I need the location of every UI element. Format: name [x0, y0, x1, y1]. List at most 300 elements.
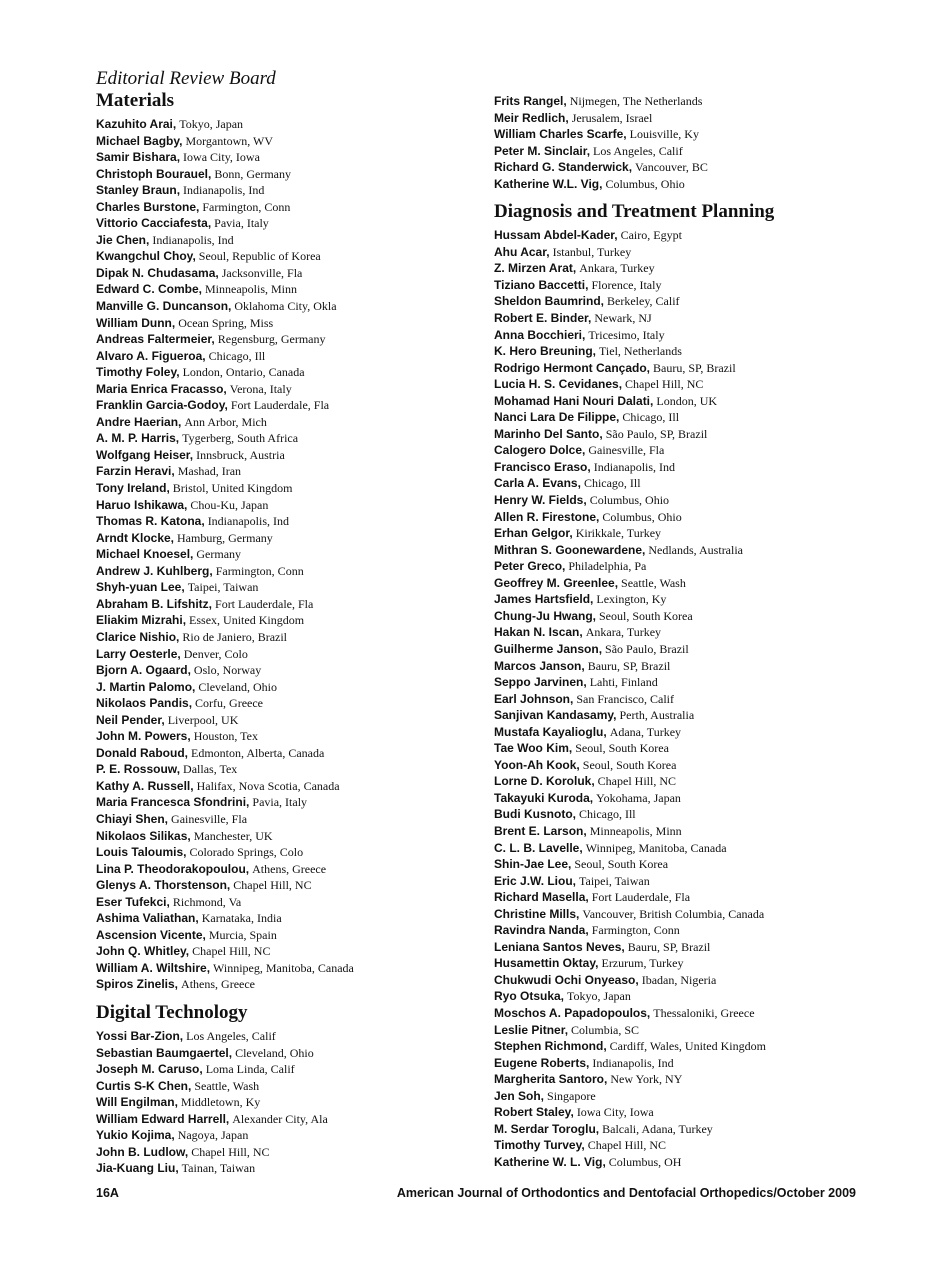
reviewer-entry: [494, 972, 914, 989]
reviewer-name: Yukio Kojima,: [96, 1128, 175, 1143]
reviewer-location: Los Angeles, Calif: [186, 1028, 276, 1043]
reviewer-entry: [96, 182, 476, 199]
reviewer-entry: [494, 988, 914, 1005]
reviewer-entry: [494, 1088, 914, 1105]
board-title: Editorial Review Board: [96, 68, 276, 89]
reviewer-location: Tricesimo, Italy: [588, 327, 665, 342]
section-materials: [96, 90, 476, 993]
reviewer-name: Allen R. Firestone,: [494, 509, 600, 524]
reviewer-location: Pavia, Italy: [214, 216, 269, 231]
reviewer-location: Chapel Hill, NC: [233, 878, 312, 893]
reviewer-name: M. Serdar Toroglu,: [494, 1121, 600, 1136]
reviewer-name: Alvaro A. Figueroa,: [96, 348, 206, 363]
reviewer-name: P. E. Rossouw,: [96, 762, 181, 777]
reviewer-entry: [494, 873, 914, 890]
reviewer-name: Ravindra Nanda,: [494, 923, 589, 938]
reviewer-entry: [96, 877, 476, 894]
reviewer-entry: [494, 624, 914, 641]
reviewer-entry: [494, 409, 914, 426]
reviewer-name: Shyh-yuan Lee,: [96, 580, 185, 595]
reviewer-location: São Paulo, Brazil: [605, 641, 689, 656]
reviewer-entry: [494, 889, 914, 906]
reviewer-name: Shin-Jae Lee,: [494, 857, 572, 872]
reviewer-entry: [96, 761, 476, 778]
reviewer-entry: [96, 265, 476, 282]
reviewer-entry: [494, 922, 914, 939]
reviewer-name: Manville G. Duncanson,: [96, 299, 232, 314]
reviewer-entry: [96, 1144, 476, 1161]
reviewer-entry: [494, 955, 914, 972]
reviewer-name: Anna Bocchieri,: [494, 327, 586, 342]
reviewer-entry: [494, 1121, 914, 1138]
reviewer-location: Bristol, United Kingdom: [172, 481, 293, 496]
reviewer-name: Mohamad Hani Nouri Dalati,: [494, 393, 654, 408]
reviewer-name: Arndt Klocke,: [96, 530, 175, 545]
reviewer-location: Athens, Greece: [181, 977, 255, 992]
reviewer-name: Donald Raboud,: [96, 745, 188, 760]
reviewer-location: Columbus, Ohio: [602, 509, 682, 524]
reviewer-name: Haruo Ishikawa,: [96, 497, 188, 512]
reviewer-location: Fort Lauderdale, Fla: [591, 890, 691, 905]
reviewer-entry: [96, 662, 476, 679]
reviewer-location: Columbus, Ohio: [605, 176, 685, 191]
reviewer-location: San Francisco, Calif: [576, 691, 675, 706]
reviewer-entry: [494, 360, 914, 377]
reviewer-entry: [96, 298, 476, 315]
reviewer-location: Iowa City, Iowa: [576, 1105, 654, 1120]
reviewer-entry: [96, 794, 476, 811]
reviewer-entry: [96, 778, 476, 795]
reviewer-entry: [494, 674, 914, 691]
reviewer-entry: [96, 596, 476, 613]
reviewer-name: Jia-Kuang Liu,: [96, 1161, 179, 1176]
reviewer-entry: [96, 1127, 476, 1144]
reviewer-entry: [96, 612, 476, 629]
reviewer-location: Seoul, South Korea: [575, 741, 669, 756]
reviewer-entry: [96, 894, 476, 911]
section-title: Diagnosis and Treatment Planning: [494, 201, 775, 223]
reviewer-name: Andre Haerian,: [96, 414, 182, 429]
reviewer-entry: [494, 575, 914, 592]
reviewer-name: Robert Staley,: [494, 1105, 574, 1120]
reviewer-name: John B. Ludlow,: [96, 1144, 189, 1159]
reviewer-name: Tae Woo Kim,: [494, 741, 573, 756]
reviewer-entry: [494, 707, 914, 724]
reviewer-entry: [96, 315, 476, 332]
reviewer-entry: [494, 159, 914, 176]
reviewer-entry: [96, 463, 476, 480]
reviewer-name: Will Engilman,: [96, 1095, 178, 1110]
reviewer-name: Vittorio Cacciafesta,: [96, 216, 212, 231]
reviewer-entry: [96, 116, 476, 133]
reviewer-name: Meir Redlich,: [494, 110, 569, 125]
section-diagnosis-and-treatment-planning: [494, 201, 914, 1170]
reviewer-entry: [96, 149, 476, 166]
reviewer-name: Nikolaos Silikas,: [96, 828, 191, 843]
reviewer-entry: [96, 480, 476, 497]
reviewer-entry: [96, 695, 476, 712]
section-digital-technology: [96, 1002, 476, 1177]
reviewer-name: John Q. Whitley,: [96, 944, 190, 959]
reviewer-location: Indianapolis, Ind: [592, 1055, 674, 1070]
reviewer-location: Halifax, Nova Scotia, Canada: [196, 778, 340, 793]
reviewer-name: Frits Rangel,: [494, 94, 567, 108]
reviewer-entry: [494, 790, 914, 807]
section-continued: [494, 93, 914, 192]
reviewer-entry: [494, 906, 914, 923]
reviewer-location: Chicago, Ill: [583, 476, 641, 491]
reviewer-name: A. M. P. Harris,: [96, 431, 180, 446]
reviewer-location: Seattle, Wash: [621, 575, 686, 590]
reviewer-entry: [96, 1094, 476, 1111]
reviewer-name: Wolfgang Heiser,: [96, 447, 194, 462]
reviewer-name: Curtis S-K Chen,: [96, 1078, 192, 1093]
reviewer-name: Peter M. Sinclair,: [494, 143, 591, 158]
reviewer-entry: [96, 844, 476, 861]
reviewer-name: Hussam Abdel-Kader,: [494, 228, 618, 243]
reviewer-name: Chung-Ju Hwang,: [494, 608, 596, 623]
reviewer-name: John M. Powers,: [96, 729, 191, 744]
reviewer-name: Katherine W.L. Vig,: [494, 176, 603, 191]
reviewer-location: Ankara, Turkey: [579, 261, 655, 276]
reviewer-entry: [494, 641, 914, 658]
right-sections: [494, 93, 914, 1170]
reviewer-entry: [494, 492, 914, 509]
reviewer-name: Neil Pender,: [96, 712, 165, 727]
reviewer-entry: [96, 828, 476, 845]
reviewer-entry: [494, 509, 914, 526]
reviewer-entry: [494, 277, 914, 294]
reviewer-name: William Edward Harrell,: [96, 1111, 230, 1126]
reviewer-name: Chiayi Shen,: [96, 811, 169, 826]
reviewer-location: Bauru, SP, Brazil: [587, 658, 671, 673]
reviewer-entry: [494, 442, 914, 459]
reviewer-entry: [494, 1154, 914, 1171]
reviewer-entry: [96, 1160, 476, 1177]
reviewer-location: Nijmegen, The Netherlands: [569, 94, 703, 108]
reviewer-location: Berkeley, Calif: [607, 294, 680, 309]
reviewer-location: Regensburg, Germany: [217, 332, 326, 347]
reviewer-name: Erhan Gelgor,: [494, 526, 573, 541]
reviewer-location: Chapel Hill, NC: [625, 377, 704, 392]
reviewer-entry: [96, 712, 476, 729]
reviewer-location: Farmington, Conn: [591, 923, 680, 938]
reviewer-name: Sanjivan Kandasamy,: [494, 708, 617, 723]
left-sections: [96, 90, 476, 1177]
reviewer-entry: [96, 281, 476, 298]
reviewer-location: Gainesville, Fla: [171, 811, 248, 826]
reviewer-location: Bonn, Germany: [214, 166, 291, 181]
reviewer-name: Franklin Garcia-Godoy,: [96, 398, 228, 413]
reviewer-location: Ankara, Turkey: [585, 625, 662, 640]
reviewer-name: Michael Knoesel,: [96, 547, 194, 562]
reviewer-entry: [96, 1061, 476, 1078]
reviewer-name: Jie Chen,: [96, 232, 150, 247]
reviewer-entry: [494, 293, 914, 310]
reviewer-location: Columbus, Ohio: [589, 493, 670, 508]
right-column: [494, 93, 914, 1179]
reviewer-entry: [494, 1005, 914, 1022]
reviewer-location: Ibadan, Nigeria: [641, 972, 717, 987]
reviewer-entry: [494, 773, 914, 790]
reviewer-entry: [96, 976, 476, 993]
reviewer-location: Tainan, Taiwan: [181, 1161, 256, 1176]
reviewer-entry: [494, 823, 914, 840]
reviewer-name: Nikolaos Pandis,: [96, 696, 193, 711]
reviewer-location: London, Ontario, Canada: [182, 365, 305, 380]
reviewer-location: Ocean Spring, Miss: [178, 315, 274, 330]
reviewer-name: William A. Wiltshire,: [96, 960, 211, 975]
reviewer-entry: [494, 260, 914, 277]
reviewer-entry: [96, 579, 476, 596]
reviewer-entry: [494, 475, 914, 492]
reviewer-location: Liverpool, UK: [167, 712, 239, 727]
reviewer-name: Thomas R. Katona,: [96, 514, 205, 529]
reviewer-name: Peter Greco,: [494, 559, 566, 574]
reviewer-name: Andreas Faltermeier,: [96, 332, 215, 347]
reviewer-name: Marinho Del Santo,: [494, 426, 603, 441]
reviewer-entry: [494, 1022, 914, 1039]
reviewer-name: Eliakim Mizrahi,: [96, 613, 187, 628]
reviewer-name: Guilherme Janson,: [494, 641, 603, 656]
reviewer-entry: [494, 176, 914, 193]
reviewer-name: Samir Bishara,: [96, 150, 181, 165]
reviewer-entry: [494, 724, 914, 741]
reviewer-name: Kathy A. Russell,: [96, 778, 194, 793]
reviewer-location: Winnipeg, Manitoba, Canada: [213, 960, 354, 975]
reviewer-name: Husamettin Oktay,: [494, 956, 599, 971]
reviewer-name: Tony Ireland,: [96, 481, 170, 496]
reviewer-name: Timothy Foley,: [96, 365, 180, 380]
reviewer-name: Spiros Zinelis,: [96, 977, 179, 992]
reviewer-location: Seattle, Wash: [194, 1078, 260, 1093]
reviewer-entry: [96, 348, 476, 365]
reviewer-location: Nagoya, Japan: [177, 1128, 249, 1143]
reviewer-location: Farmington, Conn: [215, 563, 304, 578]
reviewer-name: Takayuki Kuroda,: [494, 790, 594, 805]
reviewer-name: Richard Masella,: [494, 890, 589, 905]
reviewer-location: Indianapolis, Ind: [593, 459, 676, 474]
reviewer-location: Taipei, Taiwan: [579, 873, 650, 888]
reviewer-entry: [96, 960, 476, 977]
reviewer-name: Tiziano Baccetti,: [494, 277, 589, 292]
reviewer-name: Christoph Bourauel,: [96, 166, 212, 181]
reviewer-entry: [96, 331, 476, 348]
reviewer-name: C. L. B. Lavelle,: [494, 840, 583, 855]
reviewer-name: Marcos Janson,: [494, 658, 585, 673]
reviewer-entry: [96, 430, 476, 447]
reviewer-name: Stephen Richmond,: [494, 1039, 607, 1054]
reviewer-entry: [494, 525, 914, 542]
reviewer-name: Christine Mills,: [494, 906, 580, 921]
reviewer-entry: [96, 679, 476, 696]
reviewer-entry: [96, 811, 476, 828]
reviewer-location: Louisville, Ky: [629, 127, 699, 142]
reviewer-name: Kwangchul Choy,: [96, 249, 196, 264]
reviewer-location: Edmonton, Alberta, Canada: [191, 745, 325, 760]
reviewer-location: Karnataka, India: [201, 911, 282, 926]
reviewer-location: Columbia, SC: [571, 1022, 640, 1037]
reviewer-entry: [96, 414, 476, 431]
left-column: [96, 68, 476, 1186]
reviewer-location: Vancouver, BC: [635, 160, 708, 175]
reviewer-name: Michael Bagby,: [96, 133, 183, 148]
reviewer-location: Lahti, Finland: [589, 675, 658, 690]
reviewer-location: Colorado Springs, Colo: [189, 845, 304, 860]
reviewer-location: Murcia, Spain: [208, 927, 277, 942]
reviewer-location: Seoul, Republic of Korea: [198, 249, 321, 264]
reviewer-entry: [494, 740, 914, 757]
reviewer-name: James Hartsfield,: [494, 592, 594, 607]
reviewer-location: Gainesville, Fla: [588, 443, 665, 458]
reviewer-location: Seoul, South Korea: [574, 857, 669, 872]
reviewer-name: Earl Johnson,: [494, 691, 574, 706]
reviewer-entry: [96, 497, 476, 514]
reviewer-entry: [494, 558, 914, 575]
reviewer-location: Richmond, Va: [172, 894, 242, 909]
reviewer-entry: [494, 1071, 914, 1088]
reviewer-entry: [96, 1028, 476, 1045]
reviewer-name: Seppo Jarvinen,: [494, 675, 587, 690]
reviewer-location: Indianapolis, Ind: [152, 232, 234, 247]
reviewer-location: Singapore: [547, 1088, 596, 1103]
reviewer-entry: [96, 248, 476, 265]
reviewer-name: Sheldon Baumrind,: [494, 294, 605, 309]
reviewer-name: Ascension Vicente,: [96, 927, 206, 942]
reviewer-name: Leniana Santos Neves,: [494, 939, 625, 954]
reviewer-name: Jen Soh,: [494, 1088, 545, 1103]
reviewer-location: Cleveland, Ohio: [198, 679, 278, 694]
reviewer-entry: [494, 591, 914, 608]
reviewer-name: Yoon-Ah Kook,: [494, 757, 580, 772]
reviewer-entry: [494, 939, 914, 956]
reviewer-name: Clarice Nishio,: [96, 629, 180, 644]
reviewer-name: Dipak N. Chudasama,: [96, 265, 219, 280]
reviewer-name: Louis Taloumis,: [96, 845, 187, 860]
reviewer-location: Tokyo, Japan: [179, 117, 244, 131]
reviewer-name: Budi Kusnoto,: [494, 807, 576, 822]
reviewer-location: Kirikkale, Turkey: [575, 526, 662, 541]
reviewer-location: Manchester, UK: [193, 828, 273, 843]
reviewer-location: Chicago, Ill: [622, 410, 680, 425]
reviewer-name: Charles Burstone,: [96, 199, 200, 214]
reviewer-location: São Paulo, SP, Brazil: [605, 426, 708, 441]
reviewer-entry: [494, 343, 914, 360]
reviewer-location: Houston, Tex: [193, 729, 258, 744]
reviewer-entry: [96, 166, 476, 183]
reviewer-name: Maria Enrica Fracasso,: [96, 381, 227, 396]
reviewer-entry: [494, 426, 914, 443]
reviewer-name: Katherine W. L. Vig,: [494, 1154, 606, 1169]
reviewer-location: Florence, Italy: [591, 277, 662, 292]
reviewer-entry: [96, 1078, 476, 1095]
reviewer-entry: [494, 143, 914, 160]
reviewer-entry: [96, 629, 476, 646]
reviewer-name: Eugene Roberts,: [494, 1055, 590, 1070]
reviewer-name: Calogero Dolce,: [494, 443, 586, 458]
reviewer-name: William Charles Scarfe,: [494, 127, 627, 142]
reviewer-location: Fort Lauderdale, Fla: [230, 398, 330, 413]
reviewer-location: Athens, Greece: [252, 861, 327, 876]
reviewer-name: Geoffrey M. Greenlee,: [494, 575, 619, 590]
reviewer-entry: [96, 397, 476, 414]
reviewer-location: Los Angeles, Calif: [593, 143, 683, 158]
reviewer-entry: [96, 563, 476, 580]
reviewer-location: Adana, Turkey: [609, 724, 682, 739]
reviewer-entry: [96, 861, 476, 878]
reviewer-entry: [494, 244, 914, 261]
reviewer-name: Nanci Lara De Filippe,: [494, 410, 620, 425]
reviewer-location: New York, NY: [610, 1072, 683, 1087]
reviewer-location: Oslo, Norway: [193, 663, 262, 678]
reviewer-entry: [494, 691, 914, 708]
reviewer-entry: [96, 513, 476, 530]
reviewer-location: London, UK: [656, 393, 718, 408]
reviewer-location: Chapel Hill, NC: [191, 1144, 270, 1159]
reviewer-location: Taipei, Taiwan: [187, 580, 259, 595]
reviewer-name: Larry Oesterle,: [96, 646, 181, 661]
reviewer-location: Morgantown, WV: [185, 133, 274, 148]
reviewer-name: Mithran S. Goonewardene,: [494, 542, 646, 557]
reviewer-location: Rio de Janiero, Brazil: [182, 629, 288, 644]
reviewer-name: J. Martin Palomo,: [96, 679, 196, 694]
reviewer-name: Yossi Bar-Zion,: [96, 1028, 184, 1043]
reviewer-entry: [96, 1045, 476, 1062]
reviewer-entry: [96, 215, 476, 232]
reviewer-entry: [96, 133, 476, 150]
reviewer-entry: [494, 1137, 914, 1154]
reviewer-name: Glenys A. Thorstenson,: [96, 878, 231, 893]
reviewer-entry: [96, 530, 476, 547]
reviewer-entry: [96, 364, 476, 381]
reviewer-location: Philadelphia, Pa: [568, 559, 647, 574]
reviewer-location: Cairo, Egypt: [620, 228, 682, 243]
reviewer-location: Verona, Italy: [229, 381, 292, 396]
reviewer-name: Joseph M. Caruso,: [96, 1062, 203, 1077]
reviewer-name: Z. Mirzen Arat,: [494, 261, 577, 276]
reviewer-name: Moschos A. Papadopoulos,: [494, 1005, 651, 1020]
reviewer-location: Istanbul, Turkey: [552, 244, 632, 259]
reviewer-name: Eric J.W. Liou,: [494, 873, 577, 888]
section-title: Materials: [96, 90, 175, 111]
reviewer-location: Germany: [196, 547, 242, 562]
reviewer-name: Ashima Valiathan,: [96, 911, 199, 926]
reviewer-name: Chukwudi Ochi Onyeaso,: [494, 972, 639, 987]
reviewer-location: Jerusalem, Israel: [571, 110, 653, 125]
reviewer-location: Chapel Hill, NC: [192, 944, 271, 959]
reviewer-location: Newark, NJ: [594, 311, 652, 326]
reviewer-location: Chapel Hill, NC: [587, 1138, 667, 1153]
reviewer-name: Francisco Eraso,: [494, 459, 591, 474]
reviewer-location: Dallas, Tex: [183, 762, 238, 777]
reviewer-name: Stanley Braun,: [96, 183, 181, 198]
reviewer-location: Corfu, Greece: [195, 696, 263, 711]
reviewer-entry: [494, 840, 914, 857]
reviewer-location: Minneapolis, Minn: [205, 282, 298, 297]
reviewer-name: Timothy Turvey,: [494, 1138, 585, 1153]
reviewer-entry: [494, 327, 914, 344]
reviewer-location: Jacksonville, Fla: [221, 265, 303, 280]
reviewer-name: Lucia H. S. Cevidanes,: [494, 377, 623, 392]
reviewer-entry: [96, 910, 476, 927]
reviewer-name: Ryo Otsuka,: [494, 989, 565, 1004]
reviewer-location: Cleveland, Ohio: [235, 1045, 314, 1060]
reviewer-entry: [494, 542, 914, 559]
reviewer-location: Loma Linda, Calif: [205, 1062, 295, 1077]
reviewer-entry: [494, 393, 914, 410]
reviewer-entry: [96, 728, 476, 745]
reviewer-name: Richard G. Standerwick,: [494, 160, 633, 175]
